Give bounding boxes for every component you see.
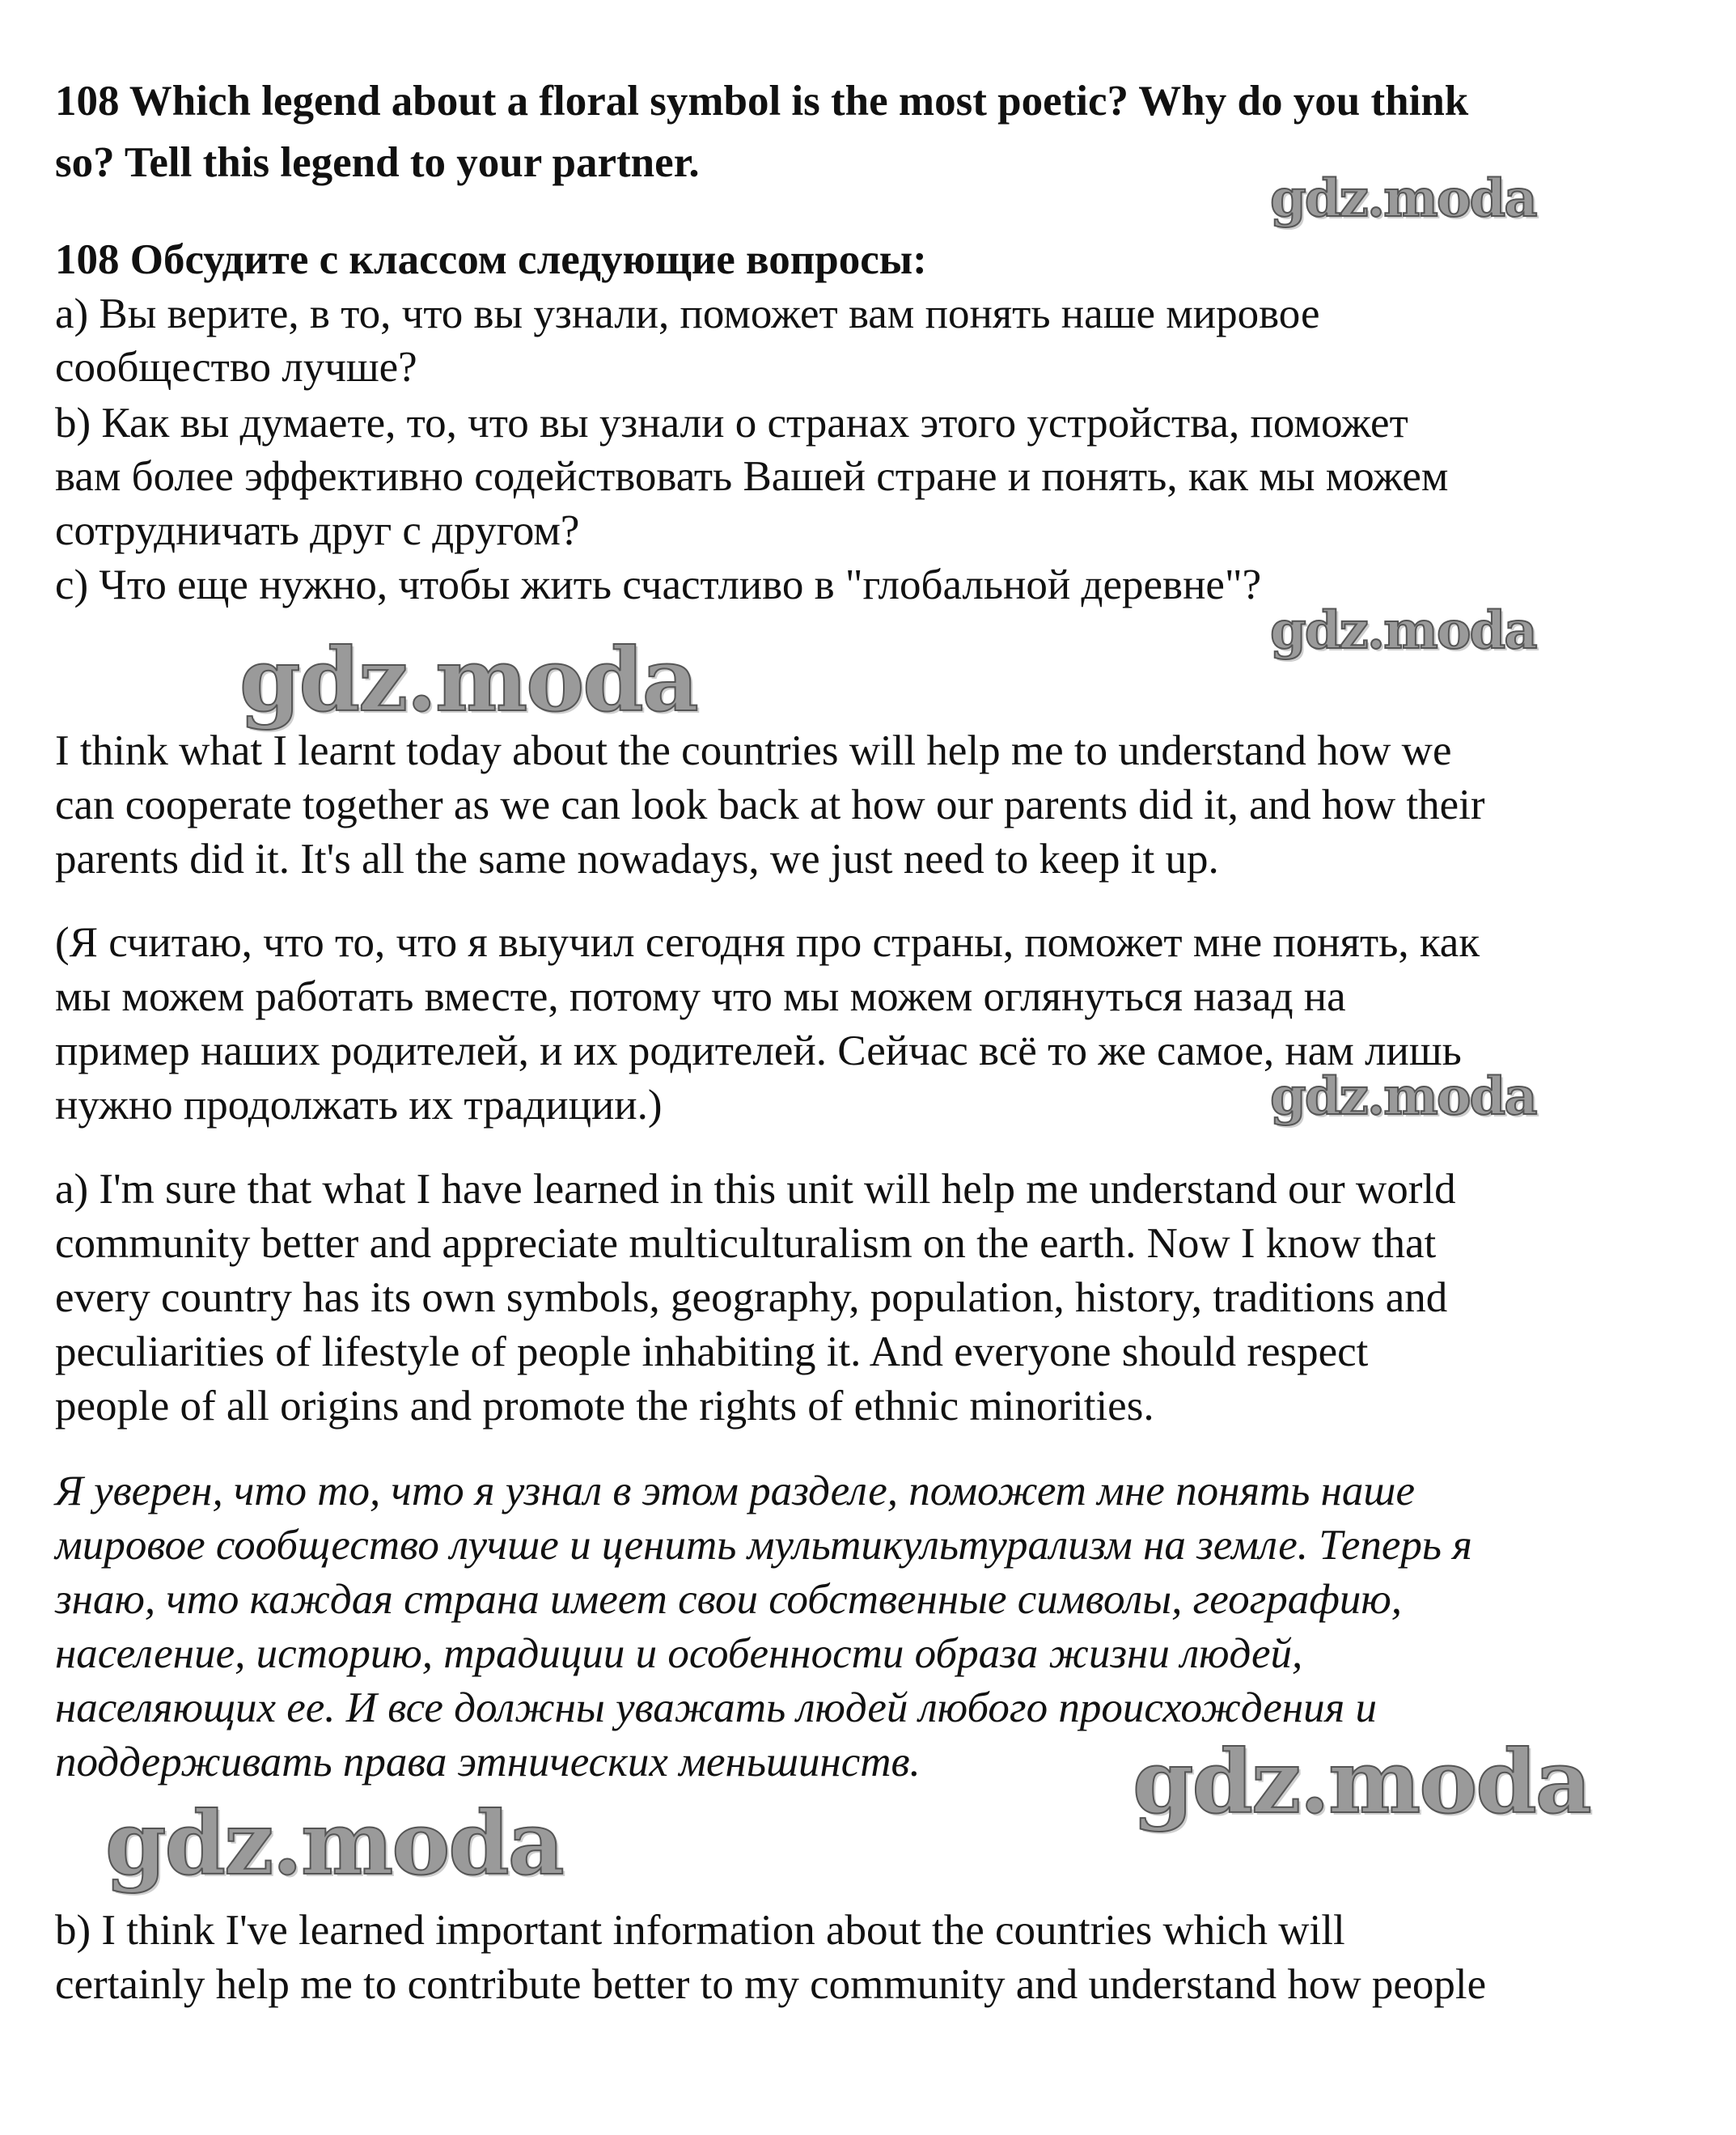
task-ru-heading: 108 Обсудите с классом следующие вопросы: <box>55 236 927 283</box>
task-en-line-1: 108 Which legend about a floral symbol is the most poetic? Why do you think <box>55 78 1469 125</box>
task-ru-line-4: вам более эффективно содействовать Вашей стране и понять, как мы можем <box>55 453 1449 500</box>
watermark: gdz.moda <box>1270 1066 1536 1127</box>
watermark: gdz.moda <box>1270 600 1536 661</box>
answer-a-en-line-1: a) I'm sure that what I have learned in this unit will help me understand our world <box>55 1166 1456 1213</box>
answer-b-en-line-1: b) I think I've learned important information about the countries which will <box>55 1907 1345 1954</box>
answer-ru-line-4: нужно продолжать их традиции.) <box>55 1082 663 1129</box>
answer-b-en-line-2: certainly help me to contribute better to my community and understand how people <box>55 1961 1487 2008</box>
watermark: gdz.moda <box>1133 1731 1590 1833</box>
answer-en-line-2: can cooperate together as we can look back at how our parents did it, and how their <box>55 782 1485 828</box>
watermark: gdz.moda <box>105 1793 563 1895</box>
answer-ru-line-3: пример наших родителей, и их родителей. Сейчас всё то же самое, нам лишь <box>55 1027 1462 1074</box>
task-ru-line-5: сотрудничать друг с другом? <box>55 507 580 554</box>
answer-a-ru-line-4: население, историю, традиции и особенности образа жизни людей, <box>55 1630 1303 1677</box>
watermark: gdz.moda <box>1270 168 1536 229</box>
task-ru-line-2: сообщество лучше? <box>55 344 417 391</box>
answer-en-line-3: parents did it. It's all the same nowadays, we just need to keep it up. <box>55 836 1219 883</box>
watermark: gdz.moda <box>239 629 697 731</box>
answer-a-en-line-5: people of all origins and promote the rights of ethnic minorities. <box>55 1383 1154 1430</box>
answer-a-ru-line-6: поддерживать права этнических меньшинств. <box>55 1739 921 1786</box>
task-ru-line-3: b) Как вы думаете, то, что вы узнали о странах этого устройства, поможет <box>55 400 1408 447</box>
answer-a-ru-line-1: Я уверен, что то, что я узнал в этом разделе, поможет мне понять наше <box>55 1468 1415 1514</box>
answer-ru-line-1: (Я считаю, что то, что я выучил сегодня про страны, поможет мне понять, как <box>55 919 1480 966</box>
task-ru-line-1: a) Вы верите, в то, что вы узнали, поможет вам понять наше мировое <box>55 290 1320 337</box>
answer-a-ru-line-2: мировое сообщество лучше и ценить мультикультурализм на земле. Теперь я <box>55 1522 1472 1569</box>
answer-a-en-line-4: peculiarities of lifestyle of people inhabiting it. And everyone should respect <box>55 1328 1369 1375</box>
answer-a-en-line-3: every country has its own symbols, geography, population, history, traditions and <box>55 1274 1448 1321</box>
task-en-line-2: so? Tell this legend to your partner. <box>55 139 700 186</box>
answer-ru-line-2: мы можем работать вместе, потому что мы можем оглянуться назад на <box>55 973 1346 1020</box>
answer-a-en-line-2: community better and appreciate multiculturalism on the earth. Now I know that <box>55 1220 1437 1267</box>
answer-a-ru-line-3: знаю, что каждая страна имеет свои собственные символы, географию, <box>55 1576 1403 1623</box>
task-ru-line-6: c) Что еще нужно, чтобы жить счастливо в "глобальной деревне"? <box>55 561 1262 608</box>
answer-a-ru-line-5: населяющих ее. И все должны уважать людей любого происхождения и <box>55 1684 1377 1731</box>
answer-en-line-1: I think what I learnt today about the countries will help me to understand how we <box>55 727 1452 774</box>
